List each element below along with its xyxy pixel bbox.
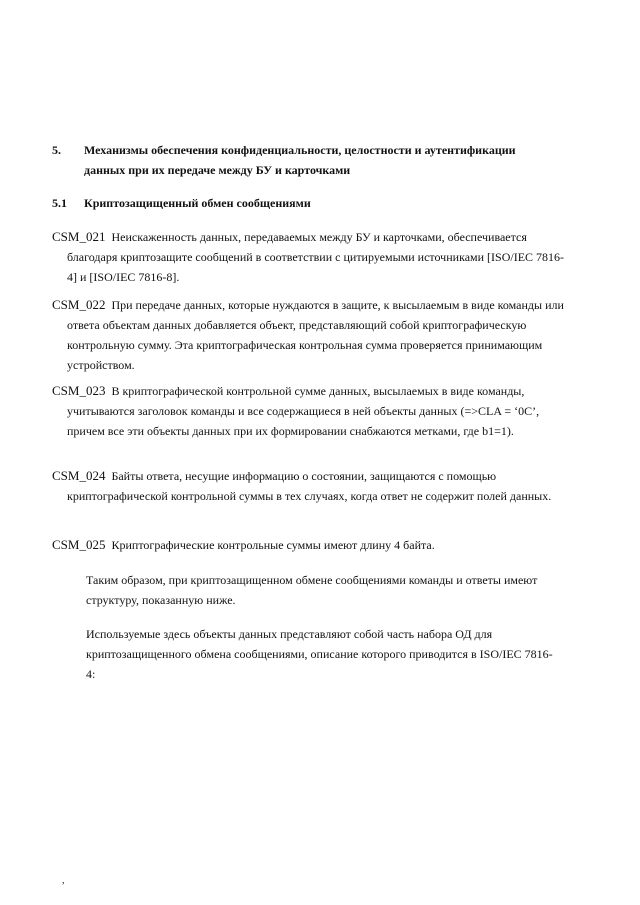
requirement-text: В криптографической контрольной сумме данных, высылаемых в виде команды, учитываются заголовок команды и все содержащиеся в ней объекты данных (=>CLA = ‘0C’, причем все эти объекты данных при их формировании снабжаются метками, где b1=1).	[67, 384, 540, 438]
section-number: 5.	[52, 143, 61, 157]
requirement-text: Криптографические контрольные суммы имеют длину 4 байта.	[111, 538, 435, 552]
requirement-code: CSM_025	[52, 537, 106, 552]
requirement-code: CSM_021	[52, 229, 106, 244]
requirement-csm-024	[52, 466, 567, 506]
subsection-number: 5.1	[52, 196, 67, 210]
section-heading	[52, 140, 552, 180]
requirement-text: Байты ответа, несущие информацию о состоянии, защищаются с помощью криптографической контрольной суммы в тех случаях, когда ответ не содержит полей данных.	[67, 469, 552, 503]
requirement-code: CSM_022	[52, 297, 106, 312]
subsection-heading	[52, 193, 552, 213]
requirement-code: CSM_023	[52, 383, 106, 398]
requirement-csm-022	[52, 295, 567, 375]
body-paragraph: Таким образом, при криптозащищенном обмене сообщениями команды и ответы имеют структуру, показанную ниже.	[86, 573, 538, 607]
requirement-text: Неискаженность данных, передаваемых между БУ и карточками, обеспечивается благодаря криптозащите сообщений в соответствии с цитируемыми источниками [ISO/IEC 7816-4] и [ISO/IEC 7816-8].	[67, 230, 565, 284]
requirement-csm-023	[52, 381, 567, 441]
subsection-title: Криптозащищенный обмен сообщениями	[84, 196, 311, 210]
footer-mark: ,	[62, 875, 65, 886]
requirement-csm-021	[52, 227, 567, 287]
requirement-code: CSM_024	[52, 468, 106, 483]
requirement-csm-025	[52, 535, 567, 555]
requirement-text: При передаче данных, которые нуждаются в защите, к высылаемым в виде команды или ответа объектам данных добавляется объект, представляющий собой криптографическую контрольную сумму. Эта криптографическая контрольная сумма проверяется принимающим устройством.	[67, 298, 564, 372]
section-title: Механизмы обеспечения конфиденциальности, целостности и аутентификации данных при их передаче между БУ и карточками	[84, 143, 516, 177]
body-paragraph: Используемые здесь объекты данных представляют собой часть набора ОД для криптозащищенного обмена сообщениями, описание которого приводится в ISO/IEC 7816-4:	[86, 627, 553, 681]
